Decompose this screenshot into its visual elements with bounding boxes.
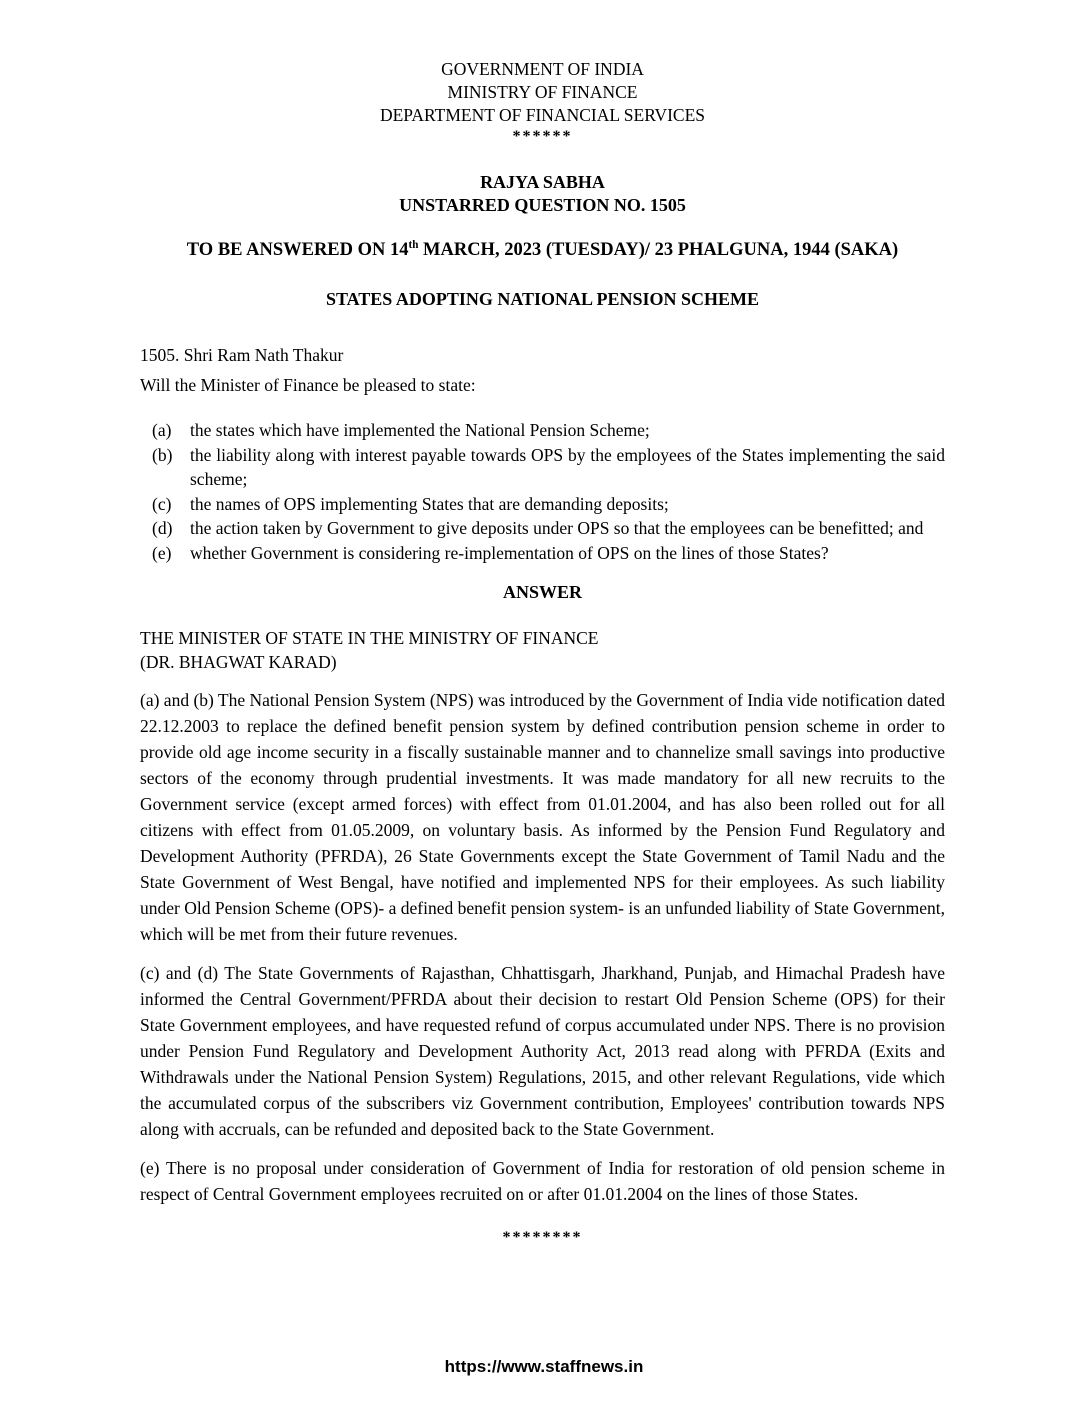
question-part-label: (c): [152, 493, 172, 514]
government-line: GOVERNMENT OF INDIA: [441, 59, 644, 79]
question-part-label: (b): [152, 444, 173, 465]
ministry-line: MINISTRY OF FINANCE: [447, 82, 638, 102]
minister-block: [140, 626, 945, 674]
answer-paragraph-ab: (a) and (b) The National Pension System (NPS) was introduced by the Government of India vide notification dated 22.12.2003 to replace the defined benefit pension system by defined contribution pension scheme in order to provide old age income security in a fiscally sustainable manner and to channelize small savings into productive sectors of the economy through prudential investments. It was made mandatory for all new recruits to the Government service (except armed forces) with effect from 01.01.2004, and has also been rolled out for all citizens with effect from 01.05.2009, on voluntary basis. As informed by the Pension Fund Regulatory and Development Authority (PFRDA), 26 State Governments except the State Government of Tamil Nadu and the State Government of West Bengal, have notified and implemented NPS for their employees. As such liability under Old Pension Scheme (OPS)- a defined benefit pension system- is an unfunded liability of State Government, which will be met from their future revenues.: [140, 690, 945, 944]
question-part-text: the liability along with interest payable towards OPS by the employees of the States implementing the said scheme;: [190, 444, 945, 489]
answer-date-suffix: MARCH, 2023 (TUESDAY)/ 23 PHALGUNA, 1944 (SAKA): [418, 240, 899, 260]
minister-name-line: (DR. BHAGWAT KARAD): [140, 652, 337, 672]
question-part-text: the action taken by Government to give deposits under OPS so that the employees can be benefitted; and: [190, 518, 924, 538]
department-line: DEPARTMENT OF FINANCIAL SERVICES: [379, 105, 706, 125]
question-part-text: the names of OPS implementing States that are demanding deposits;: [190, 493, 669, 514]
answer-paragraph-e: (e) There is no proposal under consideration of Government of India for restoration of old pension scheme in respect of Central Government employees recruited on or after 01.01.2004 on the lines of those States.: [140, 1158, 945, 1204]
document-header: [140, 58, 945, 146]
question-part-e: [152, 541, 945, 566]
question-number-line: UNSTARRED QUESTION NO. 1505: [399, 195, 686, 215]
minister-title-line: THE MINISTER OF STATE IN THE MINISTRY OF FINANCE: [140, 628, 599, 648]
question-part-text: the states which have implemented the National Pension Scheme;: [190, 420, 650, 440]
answer-date-ordinal: th: [408, 238, 419, 251]
question-parts-list: [140, 418, 945, 565]
question-part-c: [152, 492, 945, 517]
answer-date-prefix: TO BE ANSWERED ON 14: [186, 240, 409, 260]
answer-date-line: [140, 238, 945, 262]
header-separator-stars: ******: [512, 128, 573, 145]
footer-separator-stars: ********: [502, 1229, 583, 1246]
question-part-label: (a): [152, 420, 172, 440]
question-part-label: (d): [152, 518, 173, 538]
question-title-block: [140, 171, 945, 217]
answer-heading: ANSWER: [502, 582, 582, 602]
asked-by-line: 1505. Shri Ram Nath Thakur: [140, 345, 344, 365]
answer-paragraph-cd: (c) and (d) The State Governments of Rajasthan, Chhattisgarh, Jharkhand, Punjab, and Himachal Pradesh have informed the Central Government/PFRDA about their decision to restart Old Pension Scheme (OPS) for their State Government employees, and have requested refund of corpus accumulated under NPS. There is no provision under Pension Fund Regulatory and Development Authority Act, 2013 read along with PFRDA (Exits and Withdrawals under the National Pension System) Regulations, 2015, and other relevant Regulations, vide which the accumulated corpus of the subscribers viz Government contribution, Employees' contribution towards NPS along with accruals, can be refunded and deposited back to the State Government.: [140, 963, 945, 1139]
source-url: https://www.staffnews.in: [444, 1357, 644, 1376]
lead-in-line: Will the Minister of Finance be pleased to state:: [140, 375, 476, 395]
question-part-label: (e): [152, 542, 172, 563]
question-part-text: whether Government is considering re-implementation of OPS on the lines of those States?: [190, 542, 829, 563]
house-name: RAJYA SABHA: [480, 172, 605, 192]
question-part-d: [152, 516, 945, 541]
subject-title: STATES ADOPTING NATIONAL PENSION SCHEME: [325, 289, 760, 309]
question-part-a: [152, 418, 945, 443]
question-part-b: [152, 443, 945, 492]
